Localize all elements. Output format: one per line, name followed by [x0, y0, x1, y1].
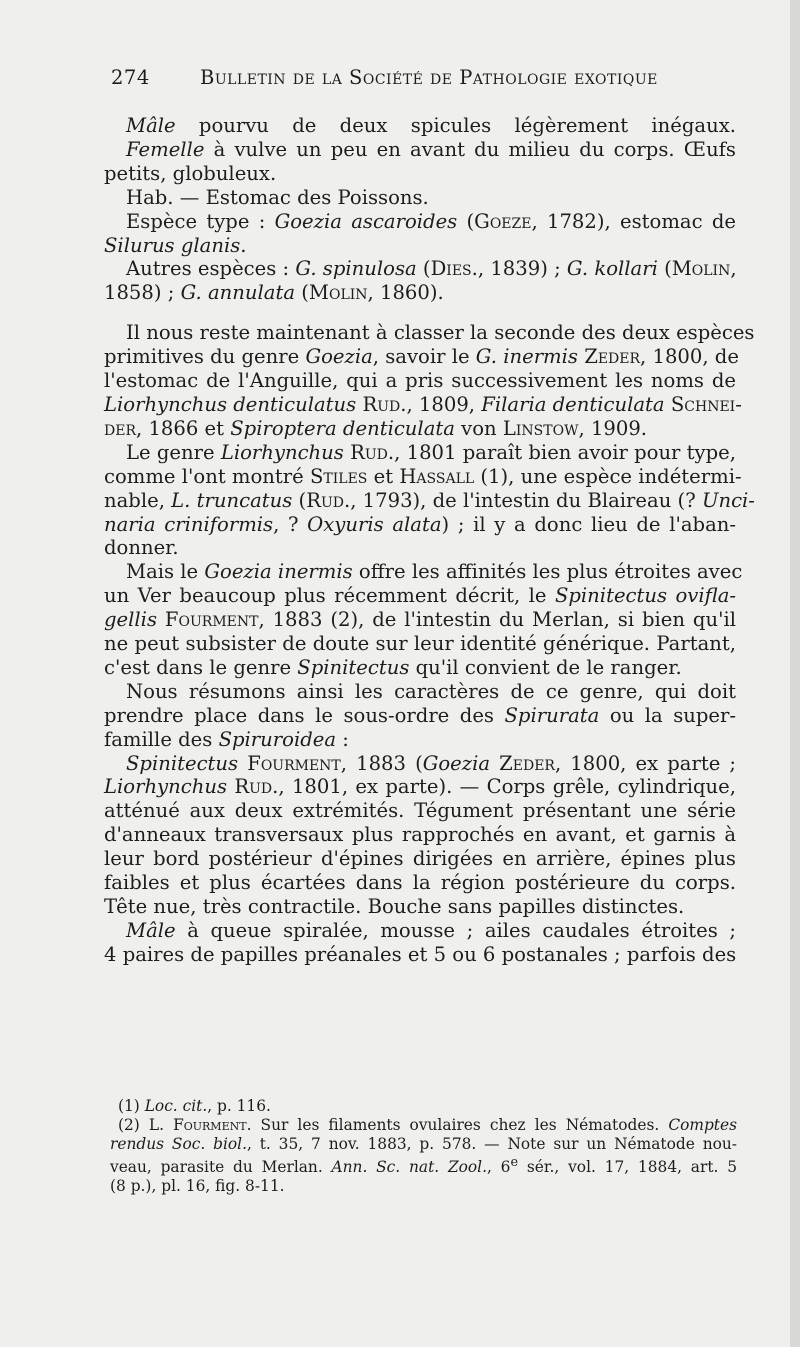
- journal-title: Bulletin de la Société de Pathologie exotique: [200, 66, 658, 89]
- text-line: d'anneaux transversaux plus rapprochés en avant, et garnis à: [104, 823, 736, 847]
- text-line: Silurus glanis.: [104, 233, 247, 257]
- text-line: gellis Fourment, 1883 (2), de l'intestin du Merlan, si bien qu'il: [104, 608, 736, 632]
- text-line: l'estomac de l'Anguille, qui a pris successivement les noms de: [104, 369, 736, 393]
- page-number: 274: [111, 66, 150, 89]
- footnote-2-line: (8 p.), pl. 16, fig. 8-11.: [110, 1176, 285, 1195]
- text-line: 4 paires de papilles préanales et 5 ou 6 postanales ; parfois des: [104, 942, 737, 966]
- text-line: naria criniformis, ? Oxyuris alata) ; il y a donc lieu de l'aban-: [104, 512, 736, 536]
- text-line: Nous résumons ainsi les caractères de ce genre, qui doit: [126, 679, 736, 703]
- running-header: [111, 66, 751, 89]
- text-line: nable, L. truncatus (Rud., 1793), de l'intestin du Blaireau (? Unci-: [104, 488, 755, 512]
- text-line: Femelle à vulve un peu en avant du milieu du corps. Œufs: [126, 137, 736, 161]
- footnote-1: (1) Loc. cit., p. 116.: [118, 1097, 271, 1115]
- text-line: un Ver beaucoup plus récemment décrit, le Spinitectus ovifla-: [104, 584, 737, 608]
- text-line: faibles et plus écartées dans la région postérieure du corps.: [104, 871, 736, 895]
- text-line: Mâle pourvu de deux spicules légèrement inégaux.: [126, 114, 736, 137]
- paragraph-gap: [104, 305, 736, 321]
- text-line: petits, globuleux.: [104, 161, 277, 185]
- text-line: Hab. — Estomac des Poissons.: [126, 185, 429, 209]
- text-line: leur bord postérieur d'épines dirigées en arrière, épines plus: [104, 847, 736, 871]
- footnotes: [110, 1097, 737, 1196]
- text-line: Liorhynchus denticulatus Rud., 1809, Filaria denticulata Schnei-: [104, 392, 742, 416]
- text-line: Il nous reste maintenant à classer la seconde des deux espèces: [126, 321, 755, 345]
- text-line: 1858) ; G. annulata (Molin, 1860).: [104, 281, 444, 305]
- footnote-2: (2) L. Fourment. Sur les filaments ovulaires chez les Nématodes. Comptes: [118, 1115, 737, 1134]
- text-line: Spinitectus Fourment, 1883 (Goezia Zeder, 1800, ex parte ;: [126, 751, 737, 775]
- footnote-2-line: rendus Soc. biol., t. 35, 7 nov. 1883, p. 578. — Note sur un Nématode nou-: [110, 1134, 737, 1153]
- text-line: Espèce type : Goezia ascaroides (Goeze, 1782), estomac de: [126, 209, 736, 233]
- text-line: der, 1866 et Spiroptera denticulata von Linstow, 1909.: [104, 416, 648, 440]
- text-line: famille des Spiruroidea :: [104, 727, 349, 751]
- text-line: prendre place dans le sous-ordre des Spirurata ou la super-: [104, 703, 736, 727]
- text-line: ne peut subsister de doute sur leur identité générique. Partant,: [104, 632, 736, 656]
- footnote-2-line: veau, parasite du Merlan. Ann. Sc. nat. Zool., 6e sér., vol. 17, 1884, art. 5: [110, 1154, 737, 1176]
- text-line: Tête nue, très contractile. Bouche sans papilles distinctes.: [104, 895, 685, 918]
- main-text: [104, 114, 755, 967]
- text-line: atténué aux deux extrémités. Tégument présentant une série: [104, 799, 736, 823]
- text-line: c'est dans le genre Spinitectus qu'il convient de le ranger.: [104, 655, 682, 679]
- page-edge: [790, 0, 800, 1347]
- text-line: Le genre Liorhynchus Rud., 1801 paraît bien avoir pour type,: [126, 440, 736, 464]
- text-line: Liorhynchus Rud., 1801, ex parte). — Corps grêle, cylindrique,: [104, 775, 736, 799]
- text-line: Mâle à queue spiralée, mousse ; ailes caudales étroites ;: [126, 918, 736, 942]
- text-line: primitives du genre Goezia, savoir le G. inermis Zeder, 1800, de: [104, 345, 739, 369]
- text-line: donner.: [104, 536, 179, 560]
- text-line: Mais le Goezia inermis offre les affinités les plus étroites avec: [126, 560, 743, 584]
- text-line: comme l'ont montré Stiles et Hassall (1), une espèce indétermi-: [104, 464, 742, 488]
- text-line: Autres espèces : G. spinulosa (Dies., 1839) ; G. kollari (Molin,: [126, 257, 737, 281]
